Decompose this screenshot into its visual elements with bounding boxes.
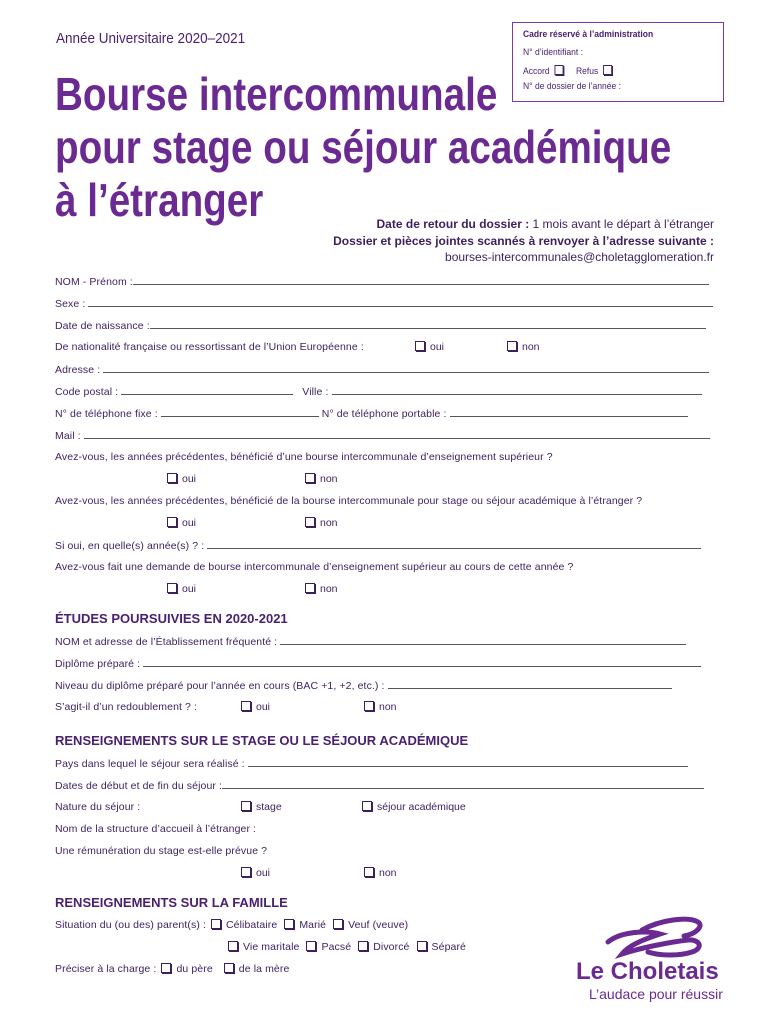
mere-checkbox[interactable]: [224, 963, 234, 973]
diplome-field[interactable]: [143, 657, 701, 667]
option-label: oui: [256, 867, 271, 879]
dates-row: [55, 779, 704, 792]
veuf-label: Veuf (veuve): [348, 919, 409, 931]
option-label: oui: [182, 583, 197, 595]
checkbox[interactable]: [305, 517, 315, 527]
checkbox[interactable]: [415, 341, 425, 351]
title-line-2: pour stage ou séjour académique: [55, 121, 672, 173]
return-date: [377, 217, 714, 231]
tel-fixe-field[interactable]: [161, 407, 319, 417]
pays-row: [55, 757, 688, 770]
q3-non[interactable]: [305, 583, 338, 595]
pays-label: Pays dans lequel le séjour sera réalisé :: [55, 758, 245, 770]
si-oui-label: Si oui, en quelle(s) année(s) ? :: [55, 540, 205, 552]
checkbox[interactable]: [305, 583, 315, 593]
admin-id-label: N° d’identifiant :: [523, 47, 583, 58]
checkbox[interactable]: [362, 801, 372, 811]
q3-oui[interactable]: [167, 583, 196, 595]
redoublement-non[interactable]: [364, 701, 397, 713]
q2-oui[interactable]: [167, 517, 196, 529]
tel-portable-label: N° de téléphone portable :: [321, 408, 447, 420]
nom-row: [55, 275, 709, 288]
refus-checkbox[interactable]: [603, 65, 612, 75]
adresse-label: Adresse :: [55, 364, 101, 376]
tel-portable-field[interactable]: [450, 407, 688, 417]
celibataire-label: Célibataire: [226, 919, 278, 931]
divorce-checkbox[interactable]: [358, 941, 368, 951]
etab-row: [55, 635, 686, 648]
naissance-field[interactable]: [150, 319, 706, 329]
q2-non[interactable]: [305, 517, 338, 529]
nationalite-oui[interactable]: [415, 341, 444, 353]
diplome-row: [55, 657, 701, 670]
return-date-label: Date de retour du dossier :: [376, 217, 530, 231]
return-date-value: 1 mois avant le départ à l’étranger: [529, 217, 714, 231]
remuneration-oui[interactable]: [241, 867, 270, 879]
question-1: Avez-vous, les années précédentes, bénéficié d’une bourse intercommunale d’enseignement supérieur ?: [55, 451, 553, 463]
code-postal-field[interactable]: [121, 385, 293, 395]
checkbox[interactable]: [167, 517, 177, 527]
option-label: non: [320, 473, 338, 485]
sexe-row: [55, 297, 713, 310]
q1-oui[interactable]: [167, 473, 196, 485]
separe-checkbox[interactable]: [417, 941, 427, 951]
pays-field[interactable]: [248, 757, 688, 767]
code-postal-row: [55, 385, 702, 398]
celibataire-checkbox[interactable]: [211, 919, 221, 929]
tel-fixe-label: N° de téléphone fixe :: [55, 408, 158, 420]
dates-field[interactable]: [222, 779, 704, 789]
section-etudes-title: ÉTUDES POURSUIVIES EN 2020-2021: [55, 611, 288, 626]
pacse-checkbox[interactable]: [306, 941, 316, 951]
checkbox[interactable]: [364, 701, 374, 711]
niveau-field[interactable]: [388, 679, 672, 689]
checkbox[interactable]: [167, 473, 177, 483]
logo-tagline: L’audace pour réussir: [589, 986, 723, 1002]
option-label: non: [379, 867, 397, 879]
option-label: stage: [256, 801, 282, 813]
title-line-1: Bourse intercommunale: [55, 68, 498, 120]
accord-checkbox[interactable]: [555, 65, 564, 75]
nationalite-non[interactable]: [507, 341, 540, 353]
option-label: oui: [430, 341, 445, 353]
situation-label: Situation du (ou des) parent(s) :: [55, 919, 206, 931]
vie-maritale-label: Vie maritale: [243, 941, 300, 953]
option-label: séjour académique: [377, 801, 466, 813]
ville-field[interactable]: [332, 385, 702, 395]
si-oui-row: [55, 539, 701, 552]
title-line-3: à l’étranger: [55, 174, 264, 226]
pere-label: du père: [176, 963, 213, 975]
checkbox[interactable]: [507, 341, 517, 351]
checkbox[interactable]: [364, 867, 374, 877]
option-label: non: [379, 701, 397, 713]
telephone-row: [55, 407, 688, 420]
sexe-label: Sexe :: [55, 298, 86, 310]
admin-box: [512, 22, 724, 102]
charge-label: Préciser à la charge :: [55, 963, 157, 975]
marie-label: Marié: [299, 919, 327, 931]
admin-refus-label: Refus: [575, 66, 599, 77]
checkbox[interactable]: [305, 473, 315, 483]
send-instructions: Dossier et pièces jointes scannés à renvoyer à l’adresse suivante :: [333, 234, 714, 248]
situation-row: [55, 919, 408, 931]
mail-label: Mail :: [55, 430, 81, 442]
dates-label: Dates de début et de fin du séjour :: [55, 780, 223, 792]
pacse-label: Pacsé: [321, 941, 352, 953]
nationalite-label: De nationalité française ou ressortissant de l’Union Européenne :: [55, 341, 364, 353]
charge-row: [55, 963, 289, 975]
q1-non[interactable]: [305, 473, 338, 485]
admin-dossier-label: N° de dossier de l’année :: [523, 81, 622, 92]
nom-label: NOM - Prénom :: [55, 276, 133, 288]
naissance-row: [55, 319, 706, 332]
mail-field[interactable]: [84, 429, 710, 439]
redoublement-label: S’agit-il d’un redoublement ? :: [55, 701, 198, 713]
code-postal-label: Code postal :: [55, 386, 119, 398]
logo-name: Le Choletais: [576, 958, 719, 985]
mail-row: [55, 429, 710, 442]
niveau-row: [55, 679, 672, 692]
sexe-field[interactable]: [88, 297, 713, 307]
etab-field[interactable]: [280, 635, 686, 645]
checkbox[interactable]: [241, 867, 251, 877]
nature-stage[interactable]: [241, 801, 282, 813]
naissance-label: Date de naissance :: [55, 320, 150, 332]
academic-year: Année Universitaire 2020–2021: [56, 30, 246, 47]
ville-label: Ville :: [302, 386, 329, 398]
niveau-label: Niveau du diplôme préparé pour l’année en cours (BAC +1, +2, etc.) :: [55, 680, 385, 692]
choletais-logo-icon: [600, 912, 710, 960]
separe-label: Séparé: [431, 941, 466, 953]
veuf-checkbox[interactable]: [333, 919, 343, 929]
admin-accord-label: Accord: [523, 66, 550, 77]
redoublement-oui[interactable]: [241, 701, 270, 713]
section-famille-title: RENSEIGNEMENTS SUR LA FAMILLE: [55, 895, 288, 910]
section-stage-title: RENSEIGNEMENTS SUR LE STAGE OU LE SÉJOUR ACADÉMIQUE: [55, 733, 469, 748]
option-label: non: [320, 517, 338, 529]
adresse-field[interactable]: [103, 363, 709, 373]
adresse-row: [55, 363, 709, 376]
vie-maritale-checkbox[interactable]: [228, 941, 238, 951]
admin-title: Cadre réservé à l’administration: [523, 29, 654, 40]
remuneration-non[interactable]: [364, 867, 397, 879]
remuneration-label: Une rémunération du stage est-elle prévue ?: [55, 845, 268, 857]
marie-checkbox[interactable]: [284, 919, 294, 929]
diplome-label: Diplôme préparé :: [55, 658, 141, 670]
divorce-label: Divorcé: [373, 941, 410, 953]
nom-field[interactable]: [133, 275, 709, 285]
situation-row-2: [228, 941, 466, 953]
si-oui-field[interactable]: [207, 539, 701, 549]
nature-label: Nature du séjour :: [55, 801, 141, 813]
mere-label: de la mère: [238, 963, 290, 975]
option-label: non: [320, 583, 338, 595]
question-2: Avez-vous, les années précédentes, bénéficié de la bourse intercommunale pour stage ou séjour académique à l’étranger ?: [55, 495, 643, 507]
checkbox[interactable]: [241, 801, 251, 811]
etab-label: NOM et adresse de l’Établissement fréquenté :: [55, 636, 278, 648]
option-label: non: [522, 341, 540, 353]
nationalite-row: [55, 341, 364, 353]
pere-checkbox[interactable]: [161, 963, 171, 973]
option-label: oui: [182, 473, 197, 485]
checkbox[interactable]: [241, 701, 251, 711]
contact-email[interactable]: bourses-intercommunales@choletagglomeration.fr: [445, 250, 714, 264]
option-label: oui: [256, 701, 271, 713]
option-label: oui: [182, 517, 197, 529]
question-3: Avez-vous fait une demande de bourse intercommunale d’enseignement supérieur au cours de cette année ?: [55, 561, 574, 573]
checkbox[interactable]: [167, 583, 177, 593]
structure-label: Nom de la structure d’accueil à l’étranger :: [55, 823, 257, 835]
nature-sejour[interactable]: [362, 801, 466, 813]
